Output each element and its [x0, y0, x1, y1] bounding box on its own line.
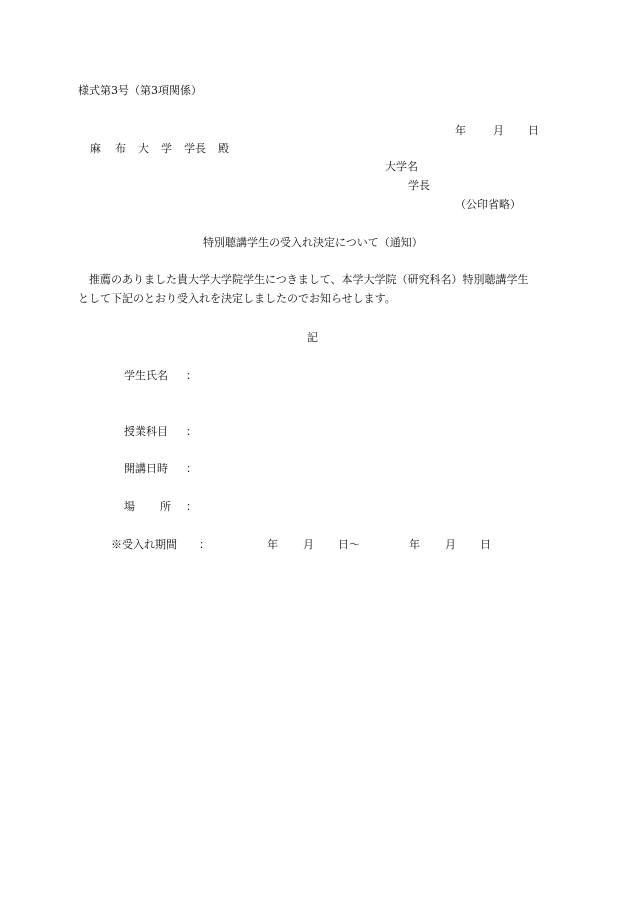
item-course-label: 授業科目	[124, 425, 168, 438]
sender-president: 学長	[408, 179, 430, 192]
item-student-name-colon: ：	[186, 369, 197, 382]
item-place-colon: ：	[186, 500, 197, 513]
subject-title: 特別聴講学生の受入れ決定について（通知）	[203, 236, 423, 249]
period-colon: ：	[199, 538, 210, 551]
period-end-day: 日	[480, 538, 491, 551]
form-label: 様式第3号（第3項関係）	[78, 84, 202, 97]
item-student-name-label: 学生氏名	[124, 369, 168, 382]
date-year: 年	[455, 124, 466, 137]
recipient-title: 学長	[184, 142, 206, 155]
ki-heading: 記	[307, 331, 318, 344]
period-end-year: 年	[409, 538, 420, 551]
item-course-colon: ：	[186, 425, 197, 438]
item-datetime-label: 開講日時	[124, 462, 168, 475]
date-day: 日	[528, 124, 539, 137]
item-datetime-colon: ：	[186, 462, 197, 475]
sender-university: 大学名	[385, 160, 418, 173]
body-line-1: 推薦のありました貴大学大学院学生につきまして、本学大学院（研究科名）特別聴講学生	[89, 273, 529, 286]
period-start-day: 日〜	[338, 538, 360, 551]
period-label: ※受入れ期間	[111, 538, 177, 551]
recipient-char-1: 麻	[90, 142, 101, 155]
body-line-2: として下記のとおり受入れを決定しましたのでお知らせします。	[78, 292, 396, 305]
seal-note: （公印省略）	[455, 198, 521, 211]
item-place-label-1: 場	[124, 500, 135, 513]
period-start-year: 年	[267, 538, 278, 551]
item-place-label-2: 所	[160, 500, 171, 513]
period-end-month: 月	[445, 538, 456, 551]
date-month: 月	[493, 124, 504, 137]
recipient-honorific: 殿	[218, 142, 229, 155]
recipient-char-3: 大	[138, 142, 149, 155]
recipient-char-4: 学	[161, 142, 172, 155]
recipient-char-2: 布	[115, 142, 126, 155]
period-start-month: 月	[303, 538, 314, 551]
